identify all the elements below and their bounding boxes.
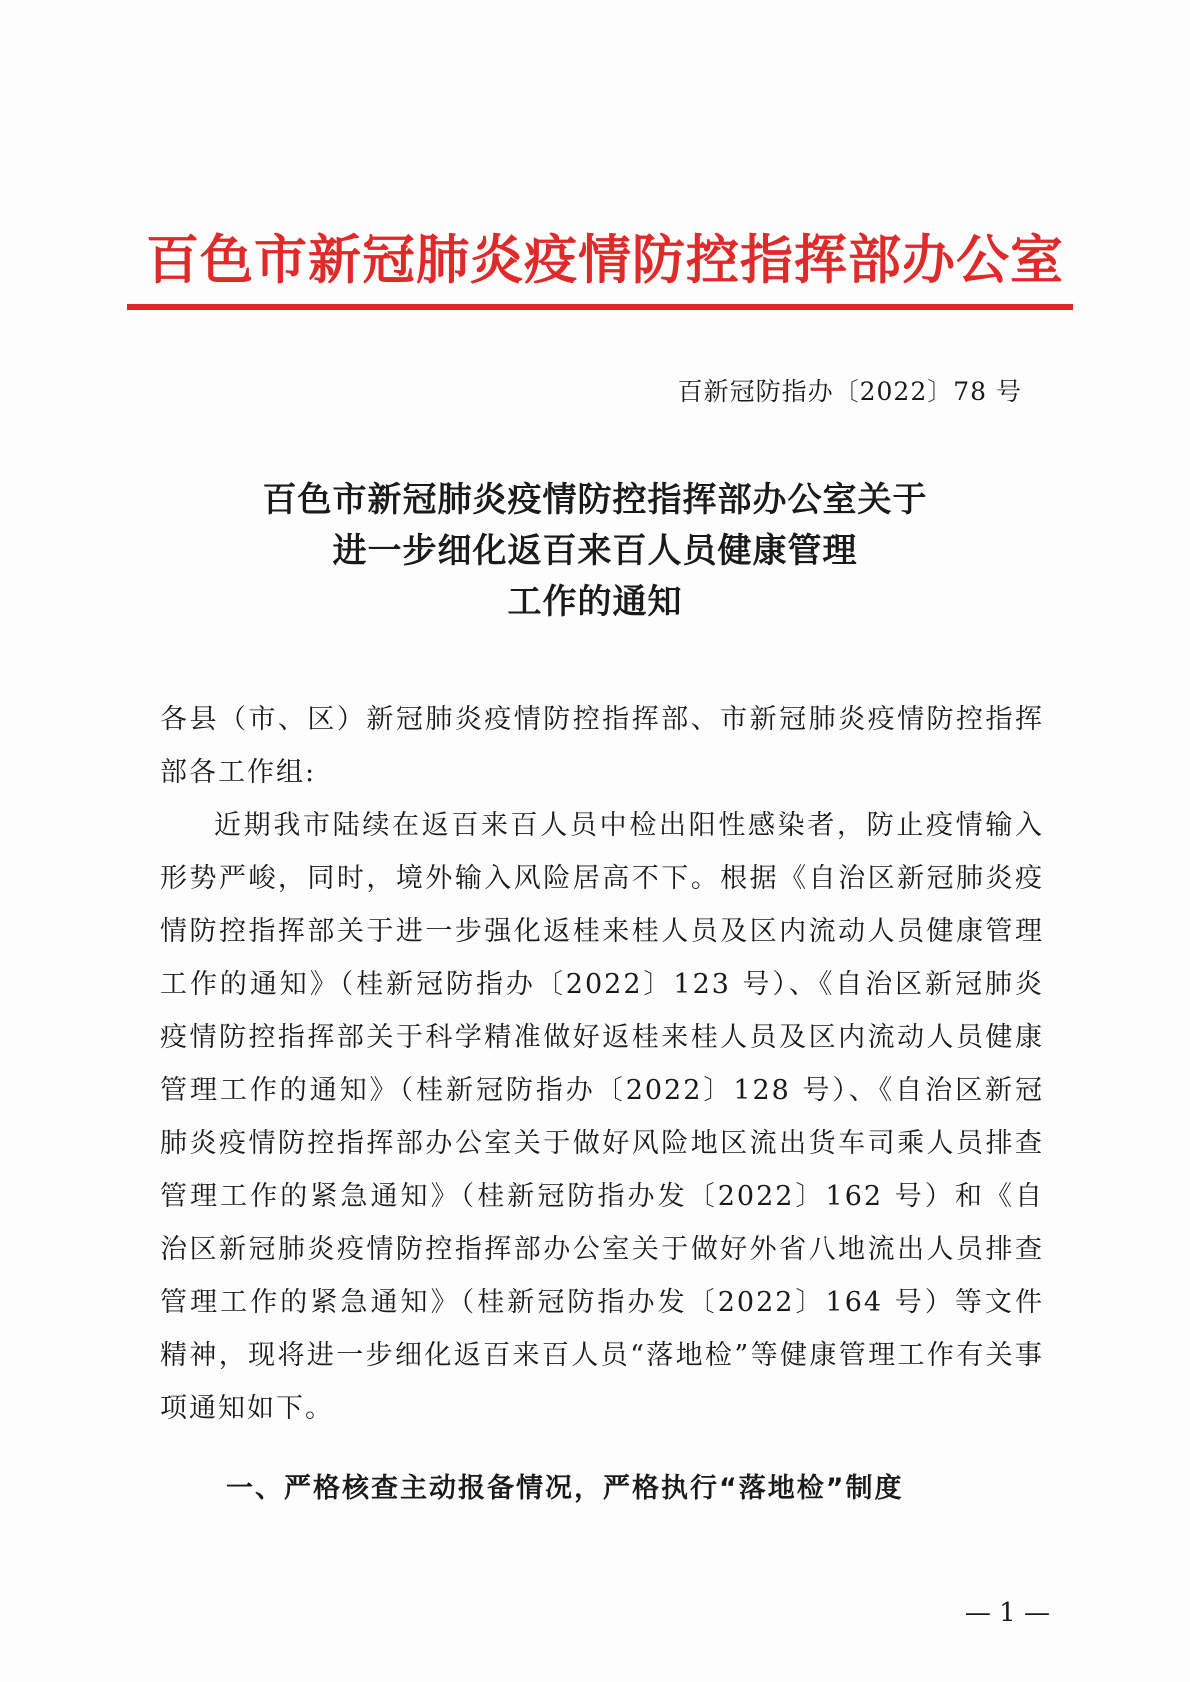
red-separator-line: [127, 304, 1073, 310]
title-line-2: 进一步细化返百来百人员健康管理: [332, 531, 858, 571]
title-line-1: 百色市新冠肺炎疫情防控指挥部办公室关于: [262, 480, 928, 520]
salutation: 各县（市、区）新冠肺炎疫情防控指挥部、市新冠肺炎疫情防控指挥部各工作组:: [160, 704, 1044, 788]
document-title: [120, 475, 1070, 628]
document-number: 百新冠防指办〔2022〕78 号: [677, 377, 1022, 406]
issuing-organization-header: 百色市新冠肺炎疫情防控指挥部办公室: [146, 229, 1064, 291]
document-body: [160, 693, 1044, 1435]
page-number: — 1 —: [964, 1598, 1050, 1628]
section-heading-1: 一、严格核查主动报备情况，严格执行“落地检”制度: [226, 1473, 904, 1504]
body-paragraph: 近期我市陆续在返百来百人员中检出阳性感染者，防止疫情输入形势严峻，同时，境外输入风险居高不下。根据《自治区新冠肺炎疫情防控指挥部关于进一步强化返桂来桂人员及区内流动人员健康管理工作的通知》（桂新冠防指办〔2022〕123 号）、《自治区新冠肺炎疫情防控指挥部关于科学精准做好返桂来桂人员及区内流动人员健康管理工作的通知》（桂新冠防指办〔2022〕128 号）、《自治区新冠肺炎疫情防控指挥部办公室关于做好风险地区流出货车司乘人员排查管理工作的紧急通知》（桂新冠防指办发〔2022〕162 号）和《自治区新冠肺炎疫情防控指挥部办公室关于做好外省八地流出人员排查管理工作的紧急通知》（桂新冠防指办发〔2022〕164 号）等文件精神，现将进一步细化返百来百人员“落地检”等健康管理工作有关事项通知如下。: [160, 810, 1044, 1424]
title-line-3: 工作的通知: [507, 582, 683, 622]
